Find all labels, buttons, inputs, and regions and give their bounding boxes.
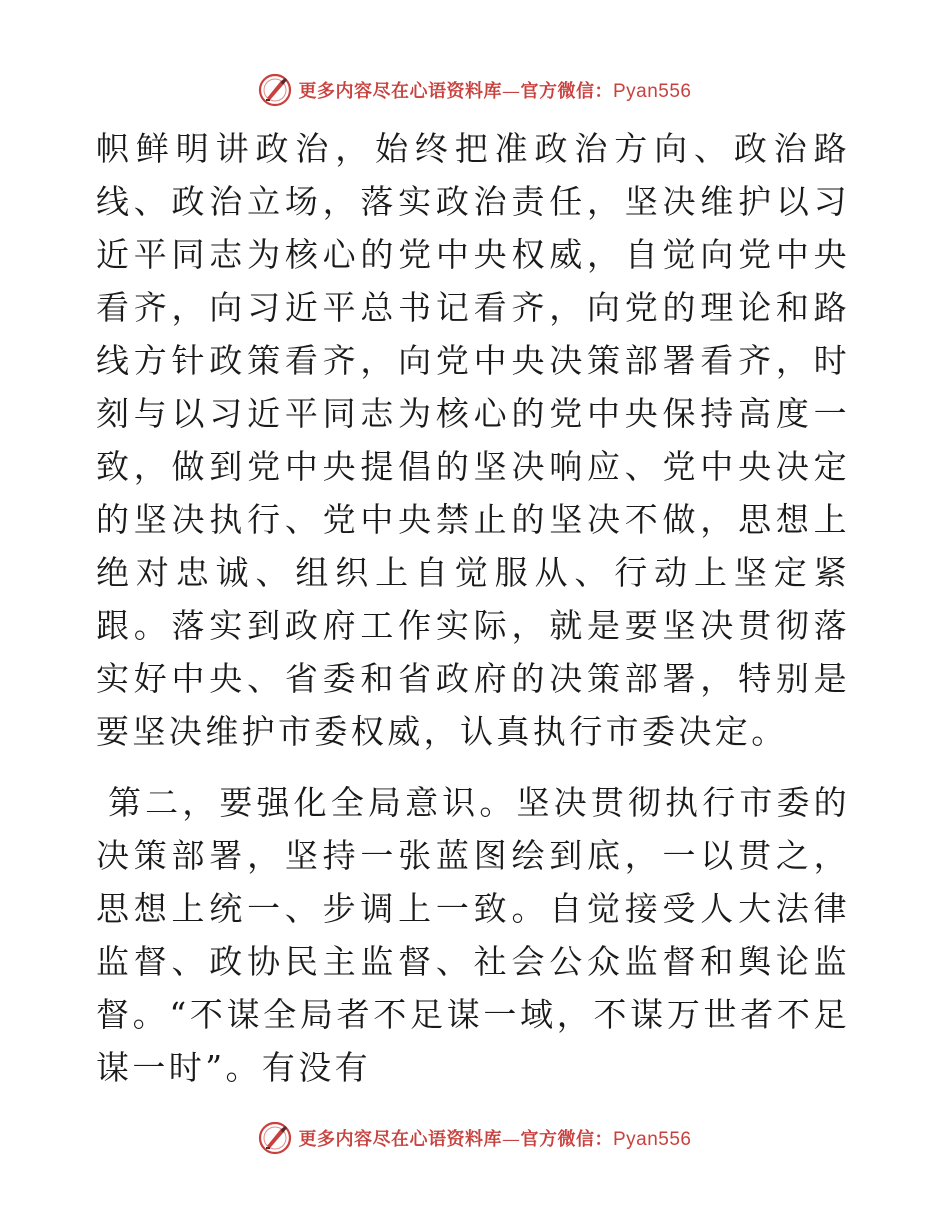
paragraph-1: 帜鲜明讲政治，始终把准政治方向、政治路线、政治立场，落实政治责任，坚决维护以习近平同志为核心的党中央权威，自觉向党中央看齐，向习近平总书记看齐，向党的理论和路线方针政策看齐，向党中央决策部署看齐，时刻与以习近平同志为核心的党中央保持高度一致，做到党中央提倡的坚决响应、党中央决定的坚决执行、党中央禁止的坚决不做，思想上绝对忠诚、组织上自觉服从、行动上坚定紧跟。落实到政府工作实际，就是要坚决贯彻落实好中央、省委和省政府的决策部署，特别是要坚决维护市委权威，认真执行市委决定。 (96, 129, 850, 751)
quill-logo-icon (258, 1121, 292, 1155)
footer-wechat-label: 官方微信： (520, 1129, 613, 1150)
header-site-name: 更多内容尽在心语资料库 (298, 81, 502, 102)
header-dash: — (501, 81, 521, 102)
footer-watermark (0, 1118, 950, 1158)
header-watermark-text (298, 77, 691, 103)
footer-site-name: 更多内容尽在心语资料库 (298, 1129, 502, 1150)
header-wechat-label: 官方微信： (520, 81, 613, 102)
footer-wechat-account: Pyan556 (612, 1129, 692, 1150)
footer-watermark-text (298, 1125, 691, 1151)
header-watermark (0, 70, 950, 110)
paragraph-2: 第二，要强化全局意识。坚决贯彻执行市委的决策部署，坚持一张蓝图绘到底，一以贯之，思想上统一、步调上一致。自觉接受人大法律监督、政协民主监督、社会公众监督和舆论监督。“不谋全局者不足谋一域，不谋万世者不足谋一时”。有没有 (96, 783, 850, 1087)
quill-logo-icon (258, 73, 292, 107)
header-wechat-account: Pyan556 (612, 81, 692, 102)
footer-dash: — (501, 1129, 521, 1150)
document-body (96, 122, 850, 1094)
